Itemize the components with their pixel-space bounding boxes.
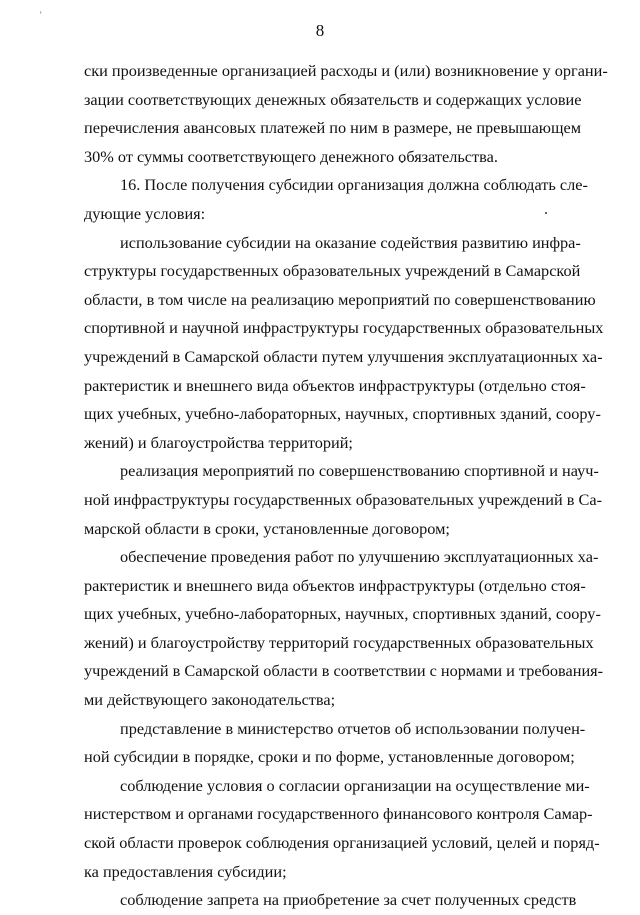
text-line: ской области проверок соблюдения организацией условий, целей и поряд-	[84, 833, 600, 853]
text-line: ми действующего законодательства;	[84, 690, 336, 710]
text-line: учреждений в Самарской области в соответствии с нормами и требования-	[84, 661, 604, 681]
paragraph	[84, 229, 604, 458]
text-line: марской области в сроки, установленные договором;	[84, 518, 450, 538]
text-line: соблюдение условия о согласии организации на осуществление ми-	[120, 775, 590, 795]
page-number: 8	[315, 21, 325, 40]
paragraph	[84, 171, 588, 228]
text-line: обеспечение проведения работ по улучшению эксплуатационных ха-	[120, 547, 599, 567]
text-line: ной инфраструктуры государственных образовательных учреждений в Са-	[84, 489, 603, 509]
text-line: щих учебных, учебно-лабораторных, научных, спортивных зданий, соору-	[84, 404, 601, 424]
text-line: рактеристик и внешнего вида объектов инфраструктуры (отдельно стоя-	[84, 375, 586, 395]
text-line: перечисления авансовых платежей по ним в размере, не превышающем	[84, 118, 582, 138]
text-line: ной субсидии в порядке, сроки и по форме, установленные договором;	[84, 747, 575, 767]
text-line: использование субсидии на оказание содействия развитию инфра-	[120, 232, 581, 252]
text-line: рактеристик и внешнего вида объектов инфраструктуры (отдельно стоя-	[84, 575, 586, 595]
text-line: нистерством и органами государственного финансового контроля Самар-	[84, 804, 593, 824]
text-line: представление в министерство отчетов об использовании получен-	[120, 718, 586, 738]
paragraph	[84, 543, 604, 715]
text-line: учреждений в Самарской области путем улучшения эксплуатационных ха-	[84, 346, 603, 366]
paragraph	[84, 57, 608, 171]
corner-mark: '	[40, 10, 42, 20]
text-line: структуры государственных образовательных учреждений в Самарской	[84, 261, 581, 281]
text-line: щих учебных, учебно-лабораторных, научных, спортивных зданий, соору-	[84, 604, 601, 624]
text-line: ка предоставления субсидии;	[84, 861, 287, 881]
text-line: соблюдение запрета на приобретение за счет полученных средств	[120, 890, 577, 910]
paragraph	[84, 772, 600, 886]
paragraph	[84, 715, 586, 772]
text-line: спортивной и научной инфраструктуры государственных образовательных	[84, 318, 604, 338]
paragraph	[84, 457, 603, 543]
text-line: реализация мероприятий по совершенствованию спортивной и науч-	[120, 461, 599, 481]
text-line: дующие условия:	[84, 203, 206, 223]
text-line: 30% от суммы соответствующего денежного обязательства.	[84, 146, 498, 166]
text-line: области, в том числе на реализацию мероприятий по совершенствованию	[84, 289, 596, 309]
paragraph	[84, 886, 577, 915]
text-line: 16. После получения субсидии организация должна соблюдать сле-	[120, 175, 588, 195]
text-line: жений) и благоустройству территорий государственных образовательных	[84, 632, 594, 652]
document-body	[84, 57, 608, 915]
text-line: жений) и благоустройства территорий;	[84, 432, 353, 452]
text-line: ски произведенные организацией расходы и (или) возникновение у органи-	[84, 61, 608, 80]
text-line: зации соответствующих денежных обязательств и содержащих условие	[84, 89, 582, 109]
